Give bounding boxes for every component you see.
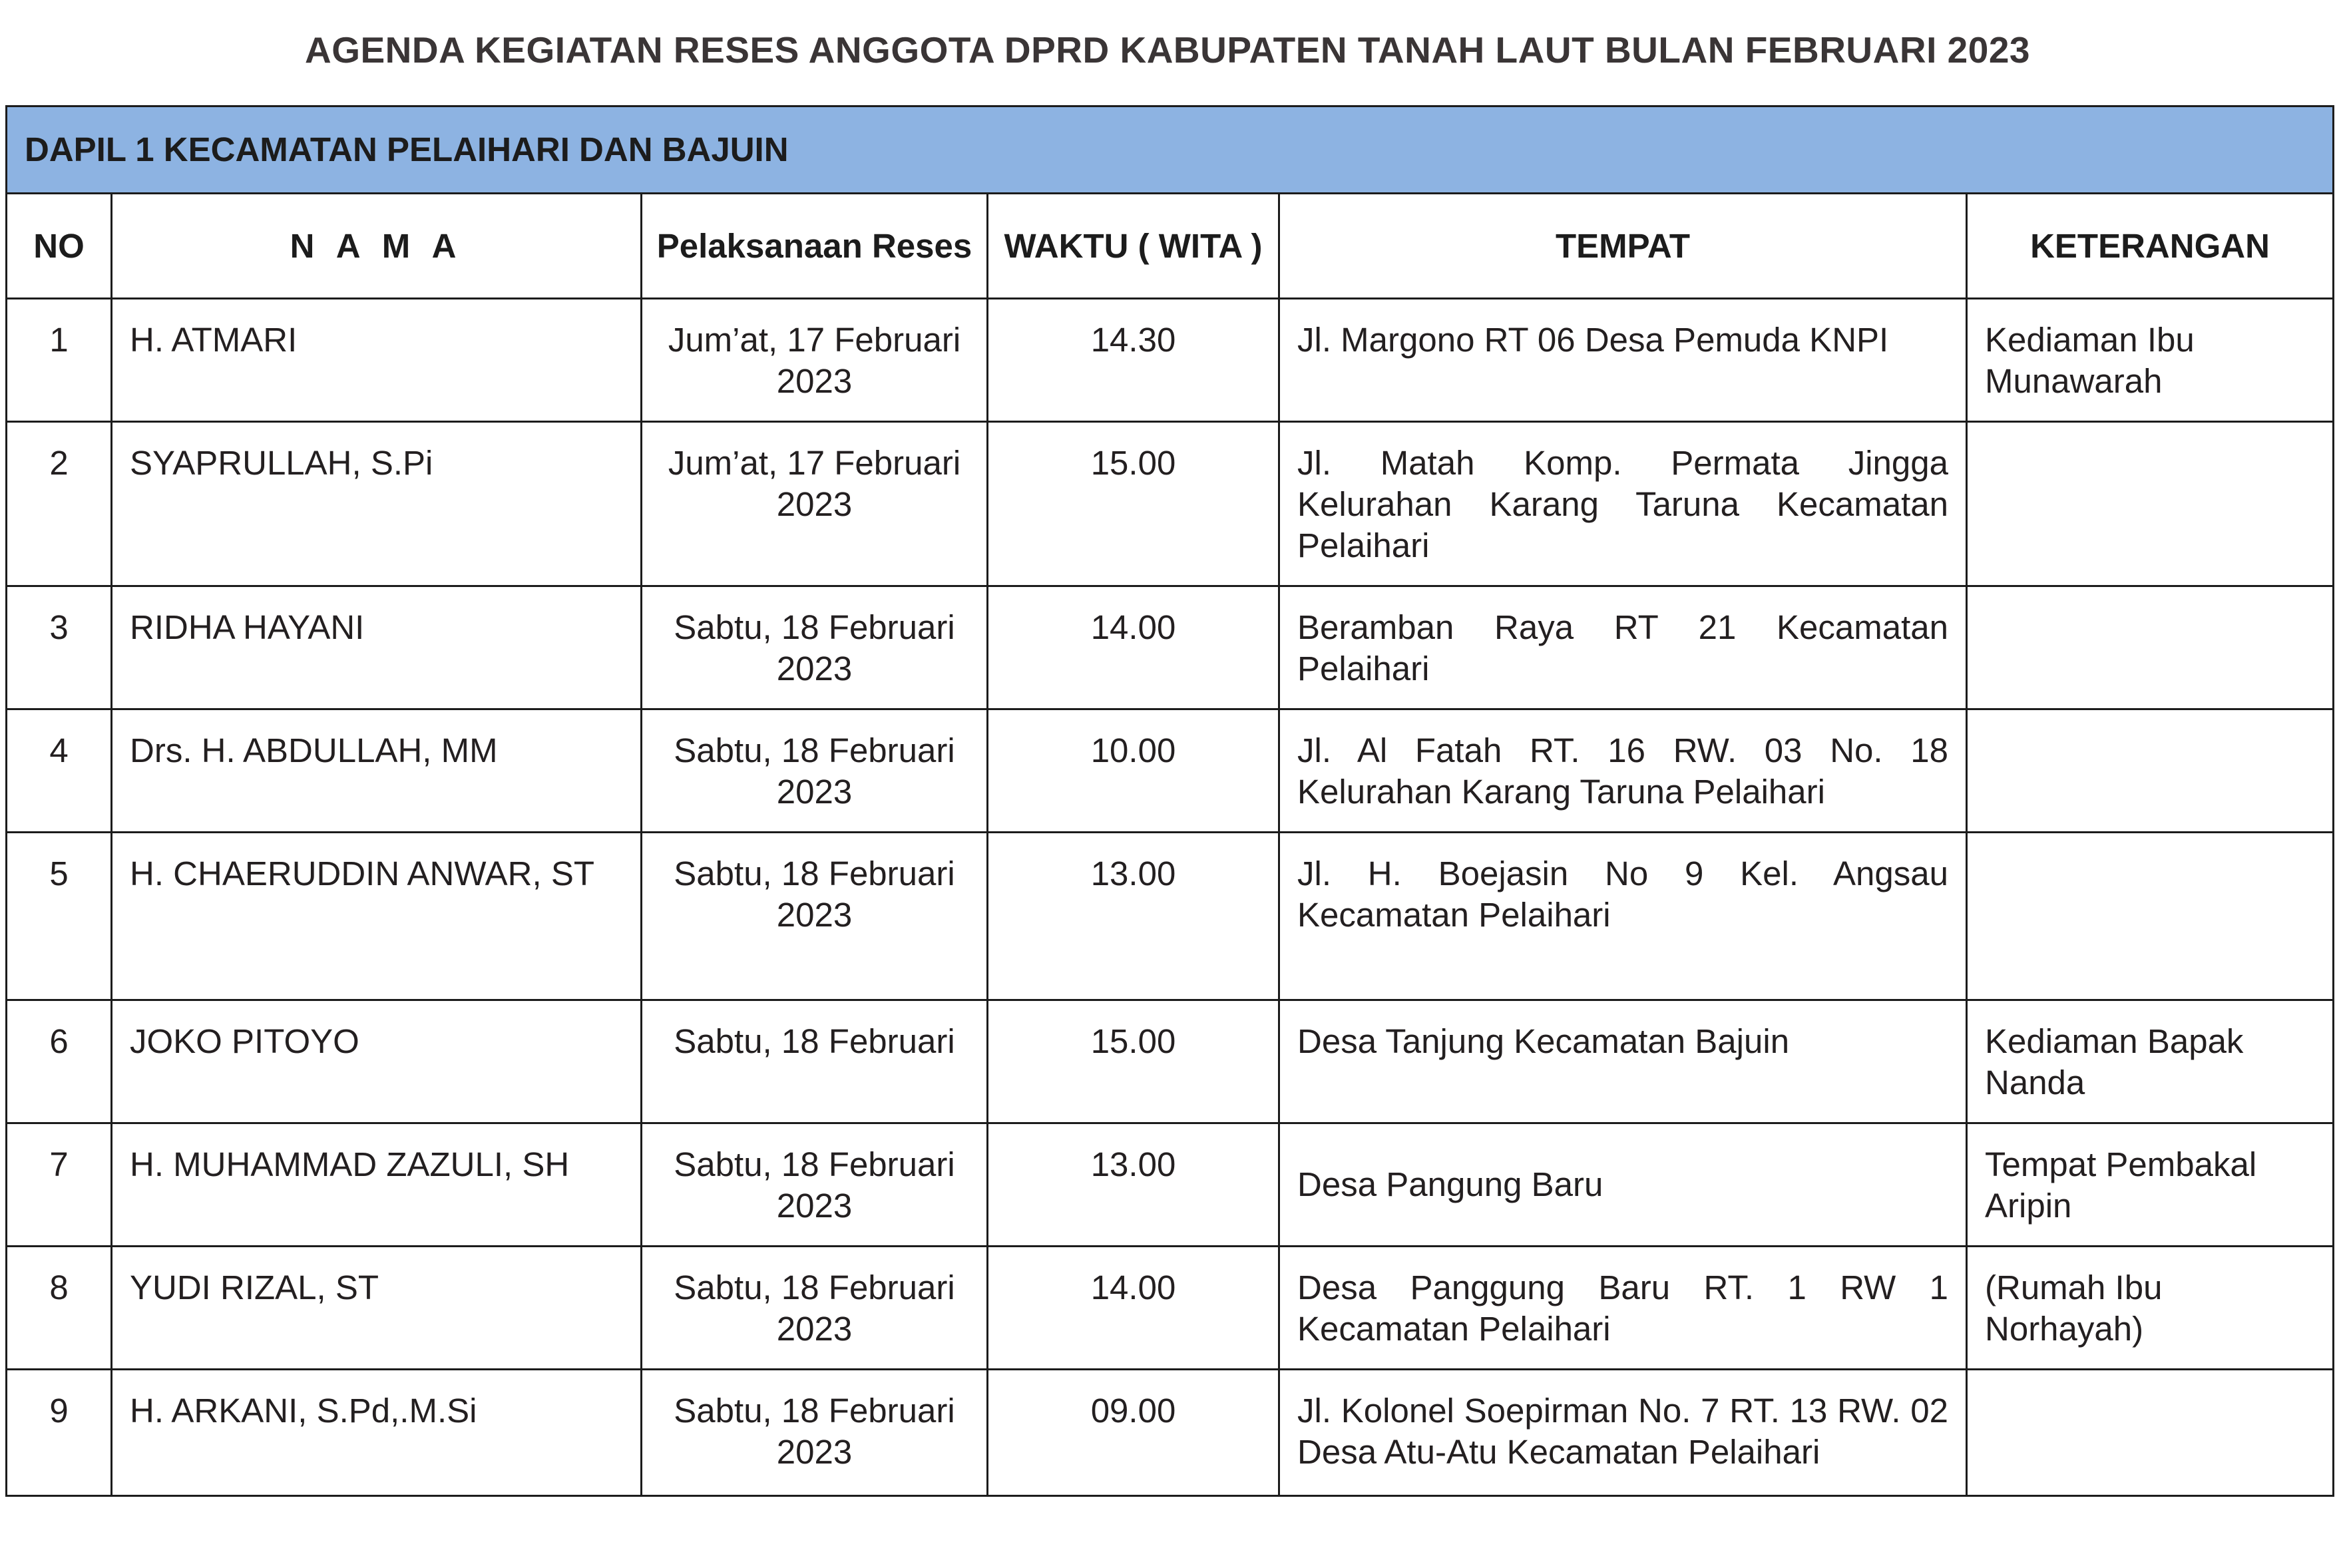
row-no: 2	[7, 422, 112, 586]
row-keterangan: Tempat Pembakal Aripin	[1967, 1123, 2334, 1247]
row-waktu: 14.00	[988, 586, 1279, 709]
row-tempat: Jl. H. Boejasin No 9 Kel. Angsau Kecamatan Pelaihari	[1279, 833, 1967, 1000]
header-pelaksanaan	[642, 194, 988, 299]
header-pelaksanaan-line2: Reses	[871, 226, 972, 265]
row-nama: Drs. H. ABDULLAH, MM	[112, 709, 642, 833]
table-row	[7, 1370, 2334, 1496]
table-row	[7, 833, 2334, 1000]
row-keterangan: Kediaman Bapak Nanda	[1967, 1000, 2334, 1123]
header-waktu-line2: ( WITA )	[1138, 226, 1263, 265]
row-tempat: Jl. Al Fatah RT. 16 RW. 03 No. 18 Kelurahan Karang Taruna Pelaihari	[1279, 709, 1967, 833]
header-nama: N A M A	[112, 194, 642, 299]
row-tempat: Desa Pangung Baru	[1279, 1123, 1967, 1247]
header-tempat: TEMPAT	[1279, 194, 1967, 299]
table-row	[7, 709, 2334, 833]
row-keterangan: Kediaman Ibu Munawarah	[1967, 299, 2334, 422]
row-keterangan	[1967, 422, 2334, 586]
row-tempat: Jl. Margono RT 06 Desa Pemuda KNPI	[1279, 299, 1967, 422]
row-no: 8	[7, 1247, 112, 1370]
row-keterangan	[1967, 709, 2334, 833]
dapil-row	[7, 106, 2334, 194]
row-nama: SYAPRULLAH, S.Pi	[112, 422, 642, 586]
dapil-label: DAPIL 1 KECAMATAN PELAIHARI DAN BAJUIN	[7, 106, 2334, 194]
row-keterangan	[1967, 586, 2334, 709]
row-tanggal: Sabtu, 18 Februari 2023	[642, 1370, 988, 1496]
row-waktu: 14.30	[988, 299, 1279, 422]
agenda-table	[5, 105, 2334, 1497]
table-row	[7, 422, 2334, 586]
row-tanggal: Sabtu, 18 Februari 2023	[642, 586, 988, 709]
row-waktu: 13.00	[988, 833, 1279, 1000]
header-keterangan: KETERANGAN	[1967, 194, 2334, 299]
row-no: 6	[7, 1000, 112, 1123]
row-waktu: 09.00	[988, 1370, 1279, 1496]
row-tempat: Desa Panggung Baru RT. 1 RW 1 Kecamatan Pelaihari	[1279, 1247, 1967, 1370]
table-row	[7, 299, 2334, 422]
table-row	[7, 1247, 2334, 1370]
row-nama: H. MUHAMMAD ZAZULI, SH	[112, 1123, 642, 1247]
row-no: 5	[7, 833, 112, 1000]
row-nama: RIDHA HAYANI	[112, 586, 642, 709]
row-tanggal: Sabtu, 18 Februari 2023	[642, 833, 988, 1000]
header-waktu	[988, 194, 1279, 299]
header-waktu-line1: WAKTU	[1004, 226, 1129, 265]
row-no: 4	[7, 709, 112, 833]
row-tanggal: Sabtu, 18 Februari 2023	[642, 1247, 988, 1370]
row-nama: H. CHAERUDDIN ANWAR, ST	[112, 833, 642, 1000]
row-waktu: 15.00	[988, 1000, 1279, 1123]
row-keterangan	[1967, 1370, 2334, 1496]
table-row	[7, 1000, 2334, 1123]
row-tempat: Beramban Raya RT 21 Kecamatan Pelaihari	[1279, 586, 1967, 709]
row-tempat: Jl. Kolonel Soepirman No. 7 RT. 13 RW. 02 Desa Atu-Atu Kecamatan Pelaihari	[1279, 1370, 1967, 1496]
row-waktu: 13.00	[988, 1123, 1279, 1247]
row-no: 3	[7, 586, 112, 709]
row-nama: H. ATMARI	[112, 299, 642, 422]
row-tanggal: Jum’at, 17 Februari 2023	[642, 299, 988, 422]
row-tanggal: Jum’at, 17 Februari 2023	[642, 422, 988, 586]
row-no: 7	[7, 1123, 112, 1247]
row-no: 9	[7, 1370, 112, 1496]
row-nama: JOKO PITOYO	[112, 1000, 642, 1123]
table-header-row	[7, 194, 2334, 299]
document-title: AGENDA KEGIATAN RESES ANGGOTA DPRD KABUPATEN TANAH LAUT BULAN FEBRUARI 2023	[304, 29, 2031, 71]
row-nama: YUDI RIZAL, ST	[112, 1247, 642, 1370]
row-tempat: Jl. Matah Komp. Permata Jingga Kelurahan Karang Taruna Kecamatan Pelaihari	[1279, 422, 1967, 586]
table-row	[7, 586, 2334, 709]
row-waktu: 15.00	[988, 422, 1279, 586]
table-row	[7, 1123, 2334, 1247]
row-tanggal: Sabtu, 18 Februari 2023	[642, 709, 988, 833]
header-pelaksanaan-line1: Pelaksanaan	[656, 226, 863, 265]
row-no: 1	[7, 299, 112, 422]
row-keterangan	[1967, 833, 2334, 1000]
row-tanggal: Sabtu, 18 Februari 2023	[642, 1123, 988, 1247]
header-no: NO	[7, 194, 112, 299]
row-tanggal: Sabtu, 18 Februari	[642, 1000, 988, 1123]
row-nama: H. ARKANI, S.Pd,.M.Si	[112, 1370, 642, 1496]
row-keterangan: (Rumah Ibu Norhayah)	[1967, 1247, 2334, 1370]
row-tempat: Desa Tanjung Kecamatan Bajuin	[1279, 1000, 1967, 1123]
row-waktu: 14.00	[988, 1247, 1279, 1370]
row-waktu: 10.00	[988, 709, 1279, 833]
